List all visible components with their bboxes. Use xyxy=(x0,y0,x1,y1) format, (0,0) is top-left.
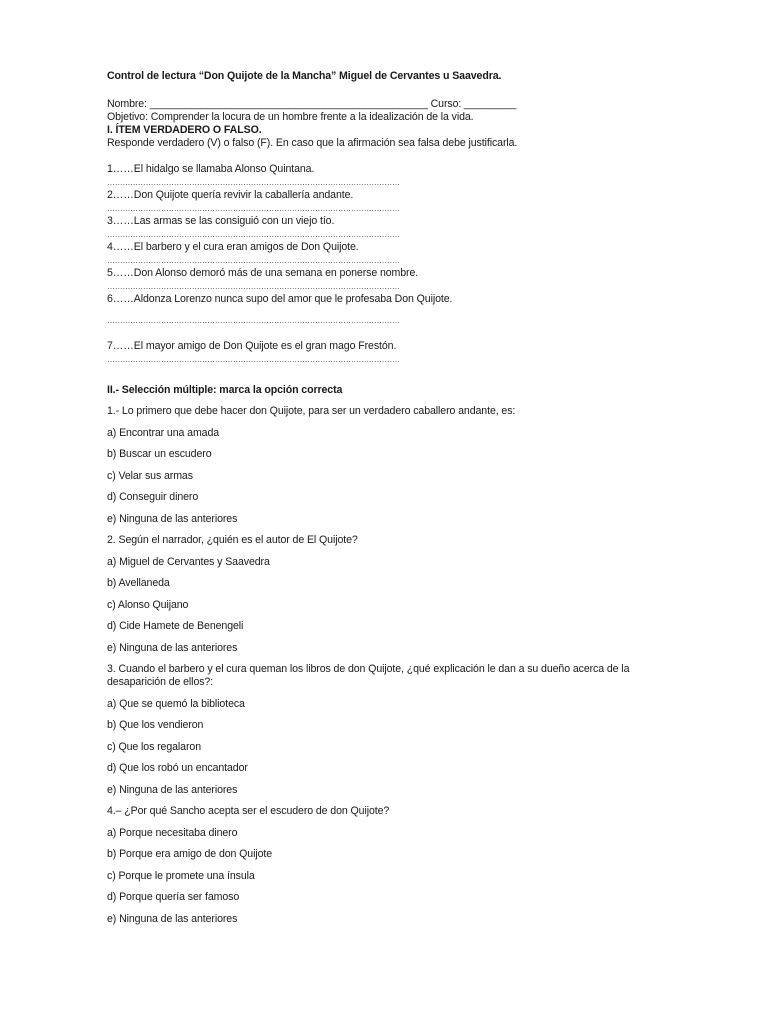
mc-question-3: 3. Cuando el barbero y el cura queman los libros de don Quijote, ¿qué explicación le dan a su dueño acerca de la desaparición de ellos?: xyxy=(107,663,630,688)
section-1-title: I. ÍTEM VERDADERO O FALSO. xyxy=(107,124,262,136)
mc-q2-option-d: d) Cide Hamete de Benengeli xyxy=(107,620,244,632)
mc-q2-option-a: a) Miguel de Cervantes y Saavedra xyxy=(107,555,270,568)
mc-q3-option-e: e) Ninguna de las anteriores xyxy=(107,783,238,796)
mc-q1-option-c: c) Velar sus armas xyxy=(107,469,193,482)
mc-q2-option-e: e) Ninguna de las anteriores xyxy=(107,641,238,654)
tf-answer-line-1: …………………………………………………………………………………………………… xyxy=(107,178,400,187)
section-2-title: II.- Selección múltiple: marca la opción correcta xyxy=(107,384,343,396)
tf-answer-line-7: …………………………………………………………………………………………………… xyxy=(107,355,400,364)
mc-q1-option-b: b) Buscar un escudero xyxy=(107,448,212,460)
mc-q4-option-c: c) Porque le promete una ínsula xyxy=(107,869,255,882)
tf-answer-line-4: …………………………………………………………………………………………………… xyxy=(107,256,400,265)
mc-q4-option-e: e) Ninguna de las anteriores xyxy=(107,912,238,925)
objective-line: Objetivo: Comprender la locura de un hombre frente a la idealización de la vida. xyxy=(107,111,474,123)
mc-q4-option-a: a) Porque necesitaba dinero xyxy=(107,826,238,839)
tf-answer-line-5: …………………………………………………………………………………………………… xyxy=(107,282,400,291)
tf-item-3: 3……Las armas se las consiguió con un viejo tío. xyxy=(107,215,335,227)
mc-question-4: 4.– ¿Por qué Sancho acepta ser el escudero de don Quijote? xyxy=(107,805,390,817)
document-content xyxy=(107,70,667,926)
mc-q3-option-c: c) Que los regalaron xyxy=(107,740,201,753)
mc-q4-option-b: b) Porque era amigo de don Quijote xyxy=(107,848,273,860)
mc-q2-option-b: b) Avellaneda xyxy=(107,577,170,589)
section-1-instructions: Responde verdadero (V) o falso (F). En caso que la afirmación sea falsa debe justificarla. xyxy=(107,137,518,149)
tf-item-4: 4……El barbero y el cura eran amigos de Don Quijote. xyxy=(107,241,359,253)
mc-q2-option-c: c) Alonso Quijano xyxy=(107,598,189,611)
mc-q3-option-b: b) Que los vendieron xyxy=(107,719,204,731)
mc-question-2: 2. Según el narrador, ¿quién es el autor de El Quijote? xyxy=(107,534,358,546)
name-course-line: Nombre: ________________________________________________ Curso: _________ xyxy=(107,98,517,110)
document-title: Control de lectura “Don Quijote de la Mancha” Miguel de Cervantes u Saavedra. xyxy=(107,70,502,82)
mc-question-1: 1.- Lo primero que debe hacer don Quijote, para ser un verdadero caballero andante, es: xyxy=(107,405,516,417)
tf-item-7: 7……El mayor amigo de Don Quijote es el gran mago Frestón. xyxy=(107,340,397,352)
mc-q1-option-e: e) Ninguna de las anteriores xyxy=(107,512,238,525)
tf-answer-line-3: …………………………………………………………………………………………………… xyxy=(107,230,400,239)
mc-q1-option-a: a) Encontrar una amada xyxy=(107,426,220,439)
tf-answer-line-6: …………………………………………………………………………………………………… xyxy=(107,316,400,325)
mc-q3-option-d: d) Que los robó un encantador xyxy=(107,762,248,774)
mc-q4-option-d: d) Porque quería ser famoso xyxy=(107,891,240,903)
tf-item-5: 5……Don Alonso demoró más de una semana en ponerse nombre. xyxy=(107,267,419,279)
tf-item-1: 1……El hidalgo se llamaba Alonso Quintana. xyxy=(107,163,315,175)
tf-answer-line-2: …………………………………………………………………………………………………… xyxy=(107,204,400,213)
tf-item-6: 6……Aldonza Lorenzo nunca supo del amor que le profesaba Don Quijote. xyxy=(107,293,453,305)
mc-q3-option-a: a) Que se quemó la biblioteca xyxy=(107,697,245,710)
mc-q1-option-d: d) Conseguir dinero xyxy=(107,491,199,503)
tf-item-2: 2……Don Quijote quería revivir la caballería andante. xyxy=(107,189,354,201)
